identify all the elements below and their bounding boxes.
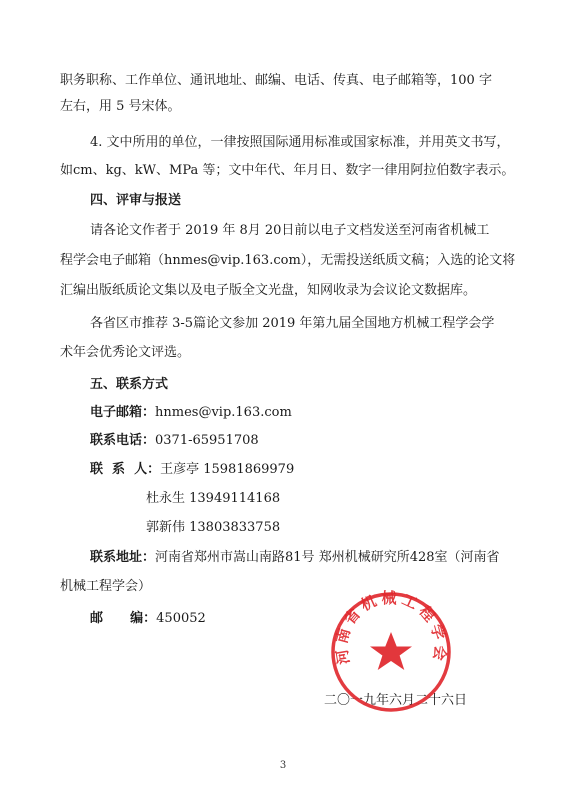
phone-row [90, 432, 259, 450]
email-value[interactable]: hnmes@vip.163.com [155, 405, 292, 420]
seal-graphic [327, 588, 455, 716]
section-heading: 四、评审与报送 [90, 193, 182, 208]
paragraph-line: 4. 文中所用的单位，一律按照国际通用标准或国家标准，并用英文书写， [90, 135, 510, 150]
contact-person-row [90, 461, 294, 479]
star-icon [370, 632, 412, 670]
contact-person-entry: 王彦亭 15981869979 [160, 462, 295, 477]
issue-date: 二〇一九年六月二十六日 [324, 693, 468, 708]
paragraph-line: 汇编出版纸质论文集以及电子版全文光盘，知网收录为会议论文数据库。 [60, 283, 477, 298]
email-row [90, 404, 292, 422]
contact-person-entry: 郭新伟 13803833758 [146, 520, 281, 535]
paragraph-line: 如cm、kg、kW、MPa 等；文中年代、年月日、数字一律用阿拉伯数字表示。 [60, 163, 515, 178]
email-label: 电子邮箱： [90, 405, 156, 420]
address-value: 河南省郑州市嵩山南路81号 郑州机械研究所428室（河南省 [155, 550, 500, 565]
paragraph-line: 各省区市推荐 3-5篇论文参加 2019 年第九届全国地方机械工程学会学 [90, 316, 495, 331]
phone-value: 0371-65951708 [155, 433, 259, 448]
section-heading: 五、联系方式 [90, 377, 169, 392]
paragraph-line: 术年会优秀论文评选。 [60, 345, 191, 360]
page-number: 3 [279, 760, 287, 771]
paragraph-line: 请各论文作者于 2019 年 8月 20日前以电子文档发送至河南省机械工 [90, 223, 490, 238]
postcode-value: 450052 [156, 611, 206, 626]
paragraph-line: 程学会电子邮箱（hnmes@vip.163.com），无需投送纸质文稿；入选的论文将 [60, 253, 516, 268]
address-label: 联系地址： [90, 550, 156, 565]
paragraph-line: 左右，用 5 号宋体。 [60, 99, 181, 114]
phone-label: 联系电话： [90, 433, 156, 448]
svg-text:河南省机械工程学会: 河南省机械工程学会 [332, 588, 450, 666]
postcode-label: 邮 编： [90, 611, 157, 626]
address-row [90, 549, 500, 567]
postcode-row [90, 610, 206, 628]
paragraph-line: 职务职称、工作单位、通讯地址、邮编、电话、传真、电子邮箱等，100 字 [60, 73, 492, 88]
contact-person-label: 联 系 人： [90, 462, 161, 477]
contact-person-entry: 杜永生 13949114168 [146, 491, 281, 506]
official-seal [327, 588, 455, 716]
address-value-continued: 机械工程学会） [60, 579, 152, 594]
